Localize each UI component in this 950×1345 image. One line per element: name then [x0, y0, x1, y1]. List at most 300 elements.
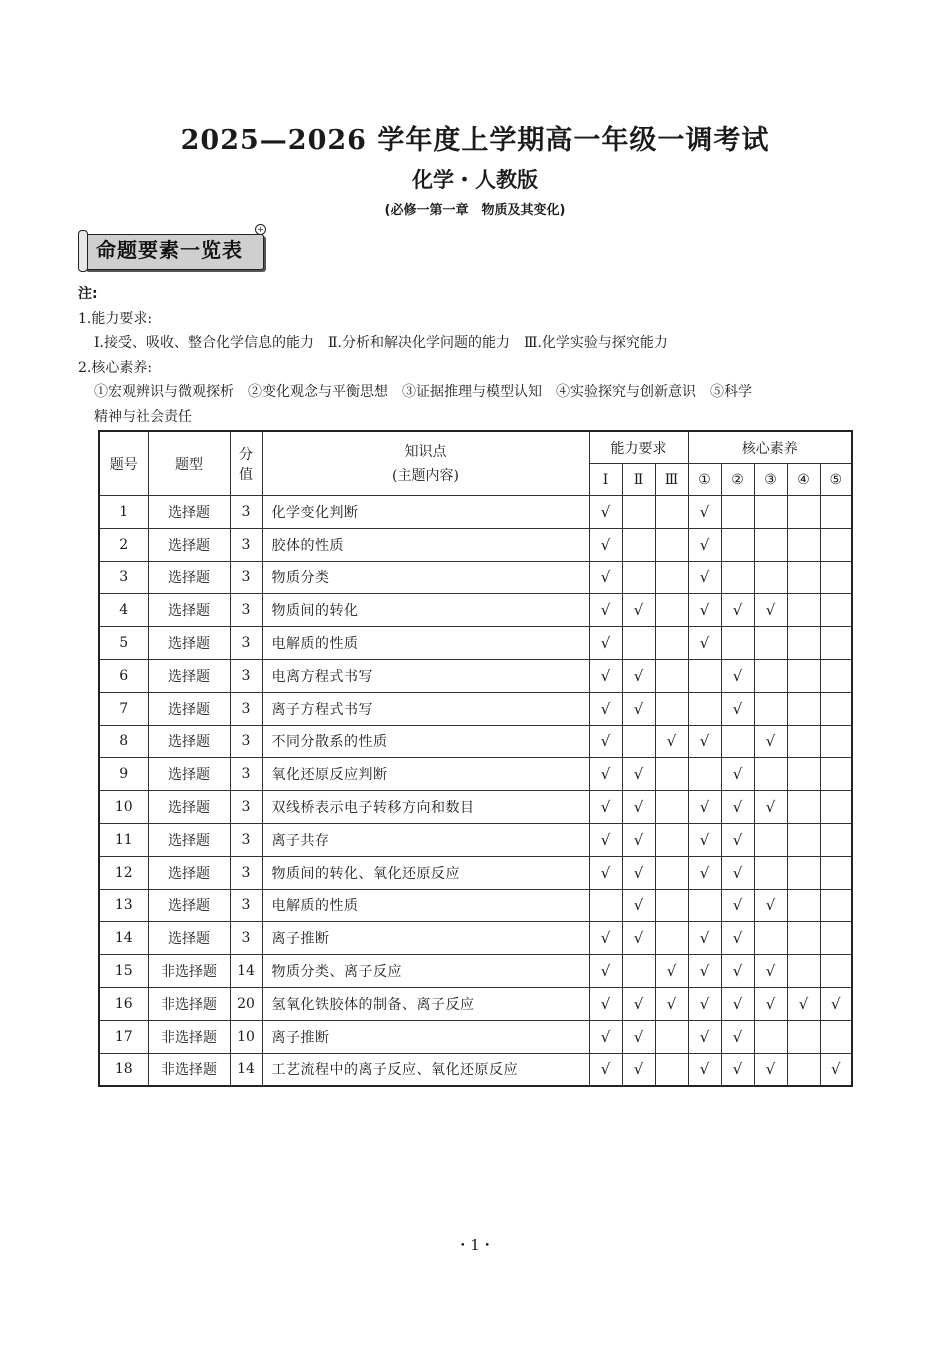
- cell-check: [820, 889, 852, 922]
- cell-check: [721, 1053, 754, 1086]
- check-mark-icon: √: [633, 666, 644, 685]
- cell-no: 12: [99, 856, 148, 889]
- cell-no: 15: [99, 955, 148, 988]
- cell-check: [655, 987, 688, 1020]
- table-row: [99, 1020, 852, 1053]
- cell-check: [820, 725, 852, 758]
- cell-knowledge-point: 不同分散系的性质: [262, 725, 589, 758]
- cell-no: 9: [99, 758, 148, 791]
- cell-check: [655, 955, 688, 988]
- cell-check: [787, 528, 820, 561]
- cell-check: [589, 955, 622, 988]
- cell-knowledge-point: 双线桥表示电子转移方向和数目: [262, 791, 589, 824]
- check-mark-icon: √: [600, 798, 611, 817]
- cell-check: [787, 1020, 820, 1053]
- check-mark-icon: √: [600, 634, 611, 653]
- cell-check: [787, 496, 820, 529]
- table-row: [99, 627, 852, 660]
- literacy-text-line-1: ①宏观辨识与微观探析 ②变化观念与平衡思想 ③证据推理与模型认知 ④实验探究与创新意识 ⑤科学: [94, 384, 752, 400]
- check-mark-icon: √: [600, 535, 611, 554]
- check-mark-icon: √: [600, 666, 611, 685]
- cell-check: [589, 856, 622, 889]
- cell-check: [721, 528, 754, 561]
- cell-check: [820, 528, 852, 561]
- cell-type: 选择题: [148, 594, 230, 627]
- cell-score: 14: [230, 1053, 262, 1086]
- check-mark-icon: √: [699, 994, 710, 1013]
- cell-check: [688, 561, 721, 594]
- cell-check: [589, 659, 622, 692]
- cell-check: [688, 725, 721, 758]
- cell-check: [721, 758, 754, 791]
- cell-knowledge-point: 工艺流程中的离子反应、氧化还原反应: [262, 1053, 589, 1086]
- cell-check: [688, 496, 721, 529]
- literacy-title: 2.核心素养:: [78, 359, 153, 376]
- cell-check: [721, 823, 754, 856]
- cell-check: [655, 922, 688, 955]
- check-mark-icon: √: [699, 535, 710, 554]
- cell-check: [688, 659, 721, 692]
- check-mark-icon: √: [699, 929, 710, 948]
- cell-check: [754, 922, 787, 955]
- cell-check: [820, 922, 852, 955]
- cell-check: [754, 1053, 787, 1086]
- cell-check: [754, 856, 787, 889]
- cell-check: [754, 528, 787, 561]
- table-row: [99, 1053, 852, 1086]
- check-mark-icon: √: [633, 798, 644, 817]
- cell-check: [589, 987, 622, 1020]
- table-row: [99, 987, 852, 1020]
- cell-check: [688, 1053, 721, 1086]
- cell-check: [622, 823, 655, 856]
- cell-knowledge-point: 离子方程式书写: [262, 692, 589, 725]
- check-mark-icon: √: [699, 568, 710, 587]
- check-mark-icon: √: [633, 929, 644, 948]
- cell-knowledge-point: 化学变化判断: [262, 496, 589, 529]
- cell-no: 10: [99, 791, 148, 824]
- cell-knowledge-point: 离子推断: [262, 1020, 589, 1053]
- check-mark-icon: √: [600, 1027, 611, 1046]
- cell-knowledge-point: 胶体的性质: [262, 528, 589, 561]
- cell-score: 10: [230, 1020, 262, 1053]
- check-mark-icon: √: [699, 830, 710, 849]
- cell-check: [787, 856, 820, 889]
- header-score-2: 值: [239, 466, 253, 483]
- cell-score: 3: [230, 823, 262, 856]
- cell-check: [622, 1053, 655, 1086]
- check-mark-icon: √: [633, 601, 644, 620]
- check-mark-icon: √: [732, 798, 743, 817]
- cell-check: [622, 561, 655, 594]
- cell-check: [622, 692, 655, 725]
- check-mark-icon: √: [732, 1027, 743, 1046]
- cell-no: 6: [99, 659, 148, 692]
- cell-type: 选择题: [148, 856, 230, 889]
- elements-table-wrap: [98, 430, 853, 1087]
- cell-check: [754, 496, 787, 529]
- check-mark-icon: √: [699, 798, 710, 817]
- cell-no: 13: [99, 889, 148, 922]
- check-mark-icon: √: [633, 863, 644, 882]
- cell-check: [688, 627, 721, 660]
- banner-label: 命题要素一览表: [96, 238, 243, 262]
- cell-check: [721, 955, 754, 988]
- cell-type: 选择题: [148, 758, 230, 791]
- cell-check: [622, 659, 655, 692]
- check-mark-icon: √: [732, 896, 743, 915]
- check-mark-icon: √: [765, 1060, 776, 1079]
- table-body: [99, 496, 852, 1087]
- cell-score: 3: [230, 528, 262, 561]
- cell-knowledge-point: 电解质的性质: [262, 889, 589, 922]
- page-number: ・1・: [455, 1236, 495, 1254]
- cell-check: [721, 856, 754, 889]
- cell-score: 20: [230, 987, 262, 1020]
- check-mark-icon: √: [600, 962, 611, 981]
- table-row: [99, 561, 852, 594]
- cell-check: [754, 659, 787, 692]
- cell-no: 2: [99, 528, 148, 561]
- scroll-banner-icon: [78, 230, 88, 272]
- cell-check: [754, 791, 787, 824]
- cell-type: 选择题: [148, 627, 230, 660]
- cell-check: [589, 594, 622, 627]
- check-mark-icon: √: [699, 732, 710, 751]
- cell-check: [721, 791, 754, 824]
- cell-knowledge-point: 离子推断: [262, 922, 589, 955]
- cell-check: [688, 791, 721, 824]
- cell-check: [787, 725, 820, 758]
- check-mark-icon: √: [732, 994, 743, 1013]
- cell-check: [655, 692, 688, 725]
- header-score: [230, 431, 262, 496]
- cell-check: [754, 725, 787, 758]
- cell-check: [754, 1020, 787, 1053]
- cell-check: [655, 791, 688, 824]
- cell-check: [754, 823, 787, 856]
- check-mark-icon: √: [765, 601, 776, 620]
- cell-no: 14: [99, 922, 148, 955]
- ability-title: 1.能力要求:: [78, 310, 153, 327]
- cell-check: [721, 987, 754, 1020]
- cell-check: [589, 725, 622, 758]
- cell-knowledge-point: 电解质的性质: [262, 627, 589, 660]
- cell-check: [721, 561, 754, 594]
- cell-check: [688, 692, 721, 725]
- cell-check: [820, 1053, 852, 1086]
- check-mark-icon: √: [666, 962, 677, 981]
- check-mark-icon: √: [633, 896, 644, 915]
- cell-check: [787, 758, 820, 791]
- cell-type: 非选择题: [148, 955, 230, 988]
- cell-check: [688, 856, 721, 889]
- cell-type: 选择题: [148, 659, 230, 692]
- check-mark-icon: √: [765, 798, 776, 817]
- header-literacy: 核心素养: [688, 431, 852, 464]
- check-mark-icon: √: [633, 1060, 644, 1079]
- check-mark-icon: √: [699, 962, 710, 981]
- cell-type: 选择题: [148, 692, 230, 725]
- cell-check: [820, 1020, 852, 1053]
- check-mark-icon: √: [600, 502, 611, 521]
- cell-check: [622, 528, 655, 561]
- check-mark-icon: √: [600, 994, 611, 1013]
- cell-check: [589, 561, 622, 594]
- cell-check: [787, 627, 820, 660]
- cell-no: 18: [99, 1053, 148, 1086]
- cell-check: [820, 791, 852, 824]
- cell-check: [787, 1053, 820, 1086]
- cell-score: 3: [230, 659, 262, 692]
- check-mark-icon: √: [600, 732, 611, 751]
- cell-check: [622, 594, 655, 627]
- cell-check: [787, 659, 820, 692]
- header-sub-6: ③: [754, 464, 787, 496]
- exam-scope: (必修一第一章 物质及其变化): [384, 203, 566, 218]
- cell-knowledge-point: 氧化还原反应判断: [262, 758, 589, 791]
- check-mark-icon: √: [666, 732, 677, 751]
- cell-knowledge-point: 物质间的转化、氧化还原反应: [262, 856, 589, 889]
- cell-type: 非选择题: [148, 1053, 230, 1086]
- cell-check: [589, 1020, 622, 1053]
- cell-check: [688, 823, 721, 856]
- cell-check: [589, 627, 622, 660]
- cell-type: 选择题: [148, 922, 230, 955]
- cell-check: [721, 627, 754, 660]
- header-sub-3: Ⅲ: [655, 464, 688, 496]
- cell-check: [721, 922, 754, 955]
- ability-text: Ⅰ.接受、吸收、整合化学信息的能力 Ⅱ.分析和解决化学问题的能力 Ⅲ.化学实验与探究能力: [94, 335, 668, 351]
- check-mark-icon: √: [600, 1060, 611, 1079]
- table-row: [99, 758, 852, 791]
- check-mark-icon: √: [732, 1060, 743, 1079]
- cell-check: [655, 561, 688, 594]
- cell-type: 选择题: [148, 823, 230, 856]
- cell-check: [754, 758, 787, 791]
- cell-check: [754, 561, 787, 594]
- cell-type: 选择题: [148, 561, 230, 594]
- cell-check: [688, 889, 721, 922]
- cell-check: [787, 791, 820, 824]
- cell-check: [721, 1020, 754, 1053]
- cell-check: [622, 496, 655, 529]
- cell-type: 非选择题: [148, 1020, 230, 1053]
- check-mark-icon: √: [633, 1027, 644, 1046]
- cell-type: 选择题: [148, 496, 230, 529]
- cell-check: [820, 692, 852, 725]
- cell-check: [754, 987, 787, 1020]
- cell-type: 选择题: [148, 528, 230, 561]
- cell-check: [787, 987, 820, 1020]
- table-row: [99, 659, 852, 692]
- table-row: [99, 528, 852, 561]
- cell-check: [754, 889, 787, 922]
- cell-score: 3: [230, 561, 262, 594]
- check-mark-icon: √: [600, 699, 611, 718]
- table-row: [99, 922, 852, 955]
- cell-no: 7: [99, 692, 148, 725]
- check-mark-icon: √: [765, 962, 776, 981]
- cell-type: 选择题: [148, 791, 230, 824]
- check-mark-icon: √: [699, 863, 710, 882]
- cell-check: [589, 496, 622, 529]
- cell-check: [787, 922, 820, 955]
- check-mark-icon: √: [732, 962, 743, 981]
- check-mark-icon: √: [765, 994, 776, 1013]
- table-row: [99, 725, 852, 758]
- cell-knowledge-point: 物质间的转化: [262, 594, 589, 627]
- cell-check: [820, 823, 852, 856]
- check-mark-icon: √: [732, 666, 743, 685]
- cell-check: [787, 955, 820, 988]
- cell-check: [655, 1053, 688, 1086]
- header-sub-5: ②: [721, 464, 754, 496]
- check-mark-icon: √: [600, 863, 611, 882]
- cell-score: 3: [230, 594, 262, 627]
- cell-check: [655, 528, 688, 561]
- notes-section: [78, 282, 878, 429]
- cell-no: 8: [99, 725, 148, 758]
- cell-check: [589, 692, 622, 725]
- cell-check: [622, 627, 655, 660]
- cell-score: 3: [230, 856, 262, 889]
- banner-hook-icon: +: [255, 224, 266, 235]
- cell-check: [688, 758, 721, 791]
- check-mark-icon: √: [633, 765, 644, 784]
- cell-check: [622, 987, 655, 1020]
- cell-no: 4: [99, 594, 148, 627]
- table-row: [99, 791, 852, 824]
- table-row: [99, 856, 852, 889]
- table-row: [99, 692, 852, 725]
- cell-check: [655, 627, 688, 660]
- cell-check: [820, 758, 852, 791]
- cell-check: [589, 528, 622, 561]
- header-sub-1: Ⅰ: [589, 464, 622, 496]
- header-sub-8: ⑤: [820, 464, 852, 496]
- header-sub-7: ④: [787, 464, 820, 496]
- cell-check: [721, 659, 754, 692]
- check-mark-icon: √: [830, 994, 841, 1013]
- cell-check: [787, 692, 820, 725]
- check-mark-icon: √: [699, 1027, 710, 1046]
- check-mark-icon: √: [633, 994, 644, 1013]
- cell-check: [622, 856, 655, 889]
- table-row: [99, 889, 852, 922]
- cell-check: [589, 922, 622, 955]
- cell-check: [787, 561, 820, 594]
- exam-title: 2025—2026 学年度上学期高一年级一调考试: [180, 125, 770, 156]
- cell-score: 3: [230, 791, 262, 824]
- cell-check: [622, 1020, 655, 1053]
- check-mark-icon: √: [798, 994, 809, 1013]
- cell-check: [820, 594, 852, 627]
- check-mark-icon: √: [732, 863, 743, 882]
- cell-check: [655, 496, 688, 529]
- cell-knowledge-point: 物质分类: [262, 561, 589, 594]
- cell-check: [622, 791, 655, 824]
- cell-type: 选择题: [148, 725, 230, 758]
- header-knowledge-point: [262, 431, 589, 496]
- cell-check: [721, 725, 754, 758]
- check-mark-icon: √: [699, 1060, 710, 1079]
- cell-check: [589, 758, 622, 791]
- cell-score: 3: [230, 889, 262, 922]
- cell-check: [688, 594, 721, 627]
- cell-score: 3: [230, 496, 262, 529]
- notes-title: 注:: [78, 286, 98, 302]
- cell-type: 选择题: [148, 889, 230, 922]
- cell-check: [820, 496, 852, 529]
- cell-check: [655, 758, 688, 791]
- check-mark-icon: √: [765, 896, 776, 915]
- header-kp-2: (主题内容): [392, 467, 459, 484]
- cell-no: 1: [99, 496, 148, 529]
- header-sub-2: Ⅱ: [622, 464, 655, 496]
- table-row: [99, 496, 852, 529]
- cell-check: [820, 955, 852, 988]
- check-mark-icon: √: [699, 502, 710, 521]
- header-no: 题号: [99, 431, 148, 496]
- cell-check: [820, 659, 852, 692]
- cell-check: [655, 594, 688, 627]
- cell-knowledge-point: 电离方程式书写: [262, 659, 589, 692]
- check-mark-icon: √: [699, 634, 710, 653]
- header-ability: 能力要求: [589, 431, 688, 464]
- cell-check: [622, 889, 655, 922]
- cell-check: [589, 1053, 622, 1086]
- cell-check: [688, 955, 721, 988]
- cell-score: 14: [230, 955, 262, 988]
- cell-check: [589, 823, 622, 856]
- check-mark-icon: √: [600, 929, 611, 948]
- elements-table: [98, 430, 853, 1087]
- check-mark-icon: √: [600, 830, 611, 849]
- section-banner: [78, 225, 264, 272]
- cell-check: [688, 1020, 721, 1053]
- cell-score: 3: [230, 758, 262, 791]
- cell-check: [655, 856, 688, 889]
- check-mark-icon: √: [633, 699, 644, 718]
- cell-check: [820, 561, 852, 594]
- cell-check: [721, 692, 754, 725]
- cell-check: [622, 758, 655, 791]
- check-mark-icon: √: [732, 929, 743, 948]
- cell-check: [688, 922, 721, 955]
- check-mark-icon: √: [600, 601, 611, 620]
- cell-check: [787, 889, 820, 922]
- cell-check: [622, 922, 655, 955]
- cell-no: 5: [99, 627, 148, 660]
- cell-knowledge-point: 氢氧化铁胶体的制备、离子反应: [262, 987, 589, 1020]
- table-row: [99, 594, 852, 627]
- literacy-text-line-2: 精神与社会责任: [94, 408, 192, 425]
- cell-check: [622, 725, 655, 758]
- header-type: 题型: [148, 431, 230, 496]
- cell-check: [820, 856, 852, 889]
- check-mark-icon: √: [666, 994, 677, 1013]
- cell-check: [622, 955, 655, 988]
- cell-score: 3: [230, 692, 262, 725]
- header-sub-4: ①: [688, 464, 721, 496]
- cell-check: [655, 1020, 688, 1053]
- cell-check: [655, 889, 688, 922]
- check-mark-icon: √: [732, 699, 743, 718]
- table-row: [99, 955, 852, 988]
- cell-check: [787, 823, 820, 856]
- cell-score: 3: [230, 922, 262, 955]
